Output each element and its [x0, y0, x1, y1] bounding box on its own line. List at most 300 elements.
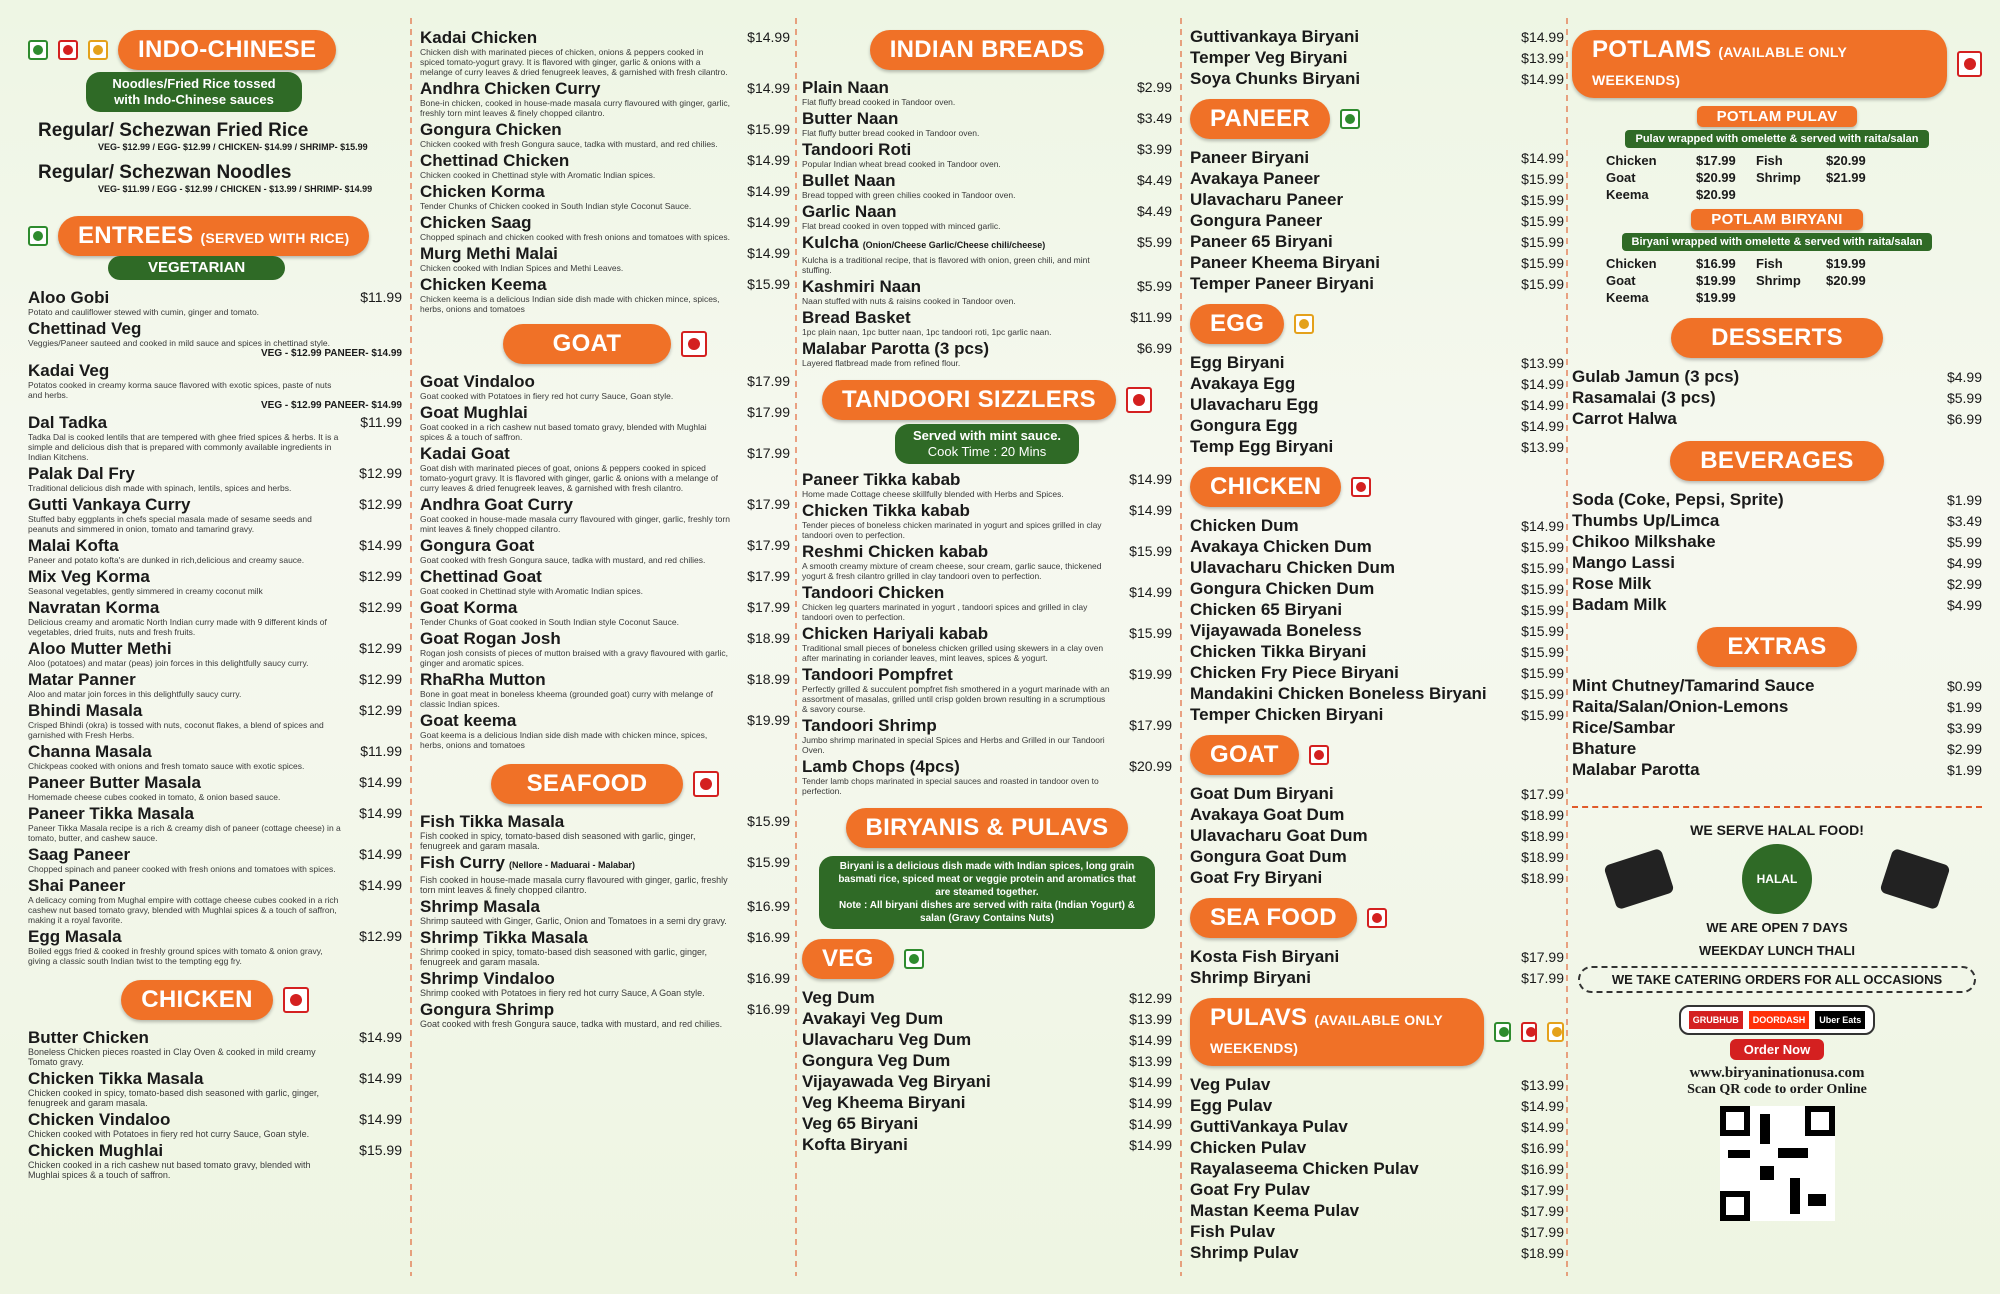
- potlam-row: [1606, 169, 1982, 186]
- item-name: [802, 277, 1172, 296]
- item-description: Chicken dish with marinated pieces of chicken, onions & peppers cooked in spiced tomato-yogurt gravy. It is flavored with ginger, garlic & onions with a melange of curry leaves & dried fenugreek leaves, & garnished with fresh cilantro.: [420, 47, 728, 77]
- menu-item: [28, 319, 402, 359]
- potlam-cell: Goat: [1606, 273, 1636, 288]
- item-price: $2.99: [1946, 741, 1982, 757]
- item-name: [802, 757, 1172, 776]
- item-name: [802, 140, 1172, 159]
- item-name-text: Kadai Goat: [420, 444, 510, 463]
- item-description: Tender lamb chops marinated in special sauces and roasted in tandoor oven to perfection.: [802, 776, 1099, 796]
- item-name: [802, 470, 1172, 489]
- indian-breads-heading: INDIAN BREADS: [870, 30, 1105, 70]
- menu-item: [1190, 1116, 1564, 1137]
- seafood-biryani-heading: SEA FOOD: [1190, 898, 1357, 938]
- menu-item: [28, 361, 402, 411]
- item-name-text: Goat Mughlai: [420, 403, 528, 422]
- item-name: Vijayawada Boneless: [1190, 621, 1362, 640]
- menu-item: [1190, 168, 1564, 189]
- item-name: [420, 812, 790, 831]
- item-name-text: Chettinad Goat: [420, 567, 542, 586]
- desserts-heading: DESSERTS: [1671, 318, 1883, 358]
- menu-item: [28, 773, 402, 802]
- ubereats-logo[interactable]: Uber Eats: [1815, 1011, 1865, 1029]
- veg-marker-icon: [1494, 1022, 1511, 1042]
- menu-item: [28, 804, 402, 843]
- menu-item: [1190, 394, 1564, 415]
- tandoori-note: Served with mint sauce. Cook Time : 20 Mins: [895, 424, 1079, 464]
- item-name-text: RhaRha Mutton: [420, 670, 546, 689]
- item-name-text: Saag Paneer: [28, 845, 131, 864]
- item-name: Egg Pulav: [1190, 1096, 1273, 1115]
- thali-image: [1603, 848, 1674, 910]
- item-price: $3.99: [1136, 141, 1172, 157]
- item-price: $12.99: [359, 465, 402, 481]
- item-description: Chicken leg quarters marinated in yogurt , tandoori spices and grilled in clay tandoori oven to perfection.: [802, 602, 1088, 622]
- item-name-text: Paneer Tikka Masala: [28, 804, 195, 823]
- website-link[interactable]: www.biryaninationusa.com: [1689, 1065, 1865, 1081]
- item-name: Chicken Pulav: [1190, 1138, 1307, 1157]
- item-price: $17.99: [747, 373, 790, 389]
- item-name: Thumbs Up/Limca: [1572, 511, 1720, 530]
- menu-item: [1190, 231, 1564, 252]
- item-price: $3.49: [1946, 513, 1982, 529]
- item-name-text: Chicken Hariyali kabab: [802, 624, 989, 643]
- item-description: Aloo (potatoes) and matar (peas) join forces in this delightfully saucy curry.: [28, 658, 309, 668]
- item-name: Avakayi Veg Dum: [802, 1009, 944, 1028]
- item-name: [28, 845, 402, 864]
- item-description: Kulcha is a traditional recipe, that is flavored with onion, green chili, and mint stuffing.: [802, 255, 1090, 275]
- menu-item: [28, 639, 402, 668]
- item-price: $12.99: [359, 702, 402, 718]
- item-name: [420, 79, 790, 98]
- menu-item: [802, 542, 1172, 581]
- item-price: $11.99: [360, 743, 402, 759]
- item-name: Rice/Sambar: [1572, 718, 1675, 737]
- item-name: Gongura Veg Dum: [802, 1051, 951, 1070]
- item-name: [420, 598, 790, 617]
- item-price: $12.99: [1129, 990, 1172, 1006]
- menu-item: [1190, 1221, 1564, 1242]
- item-price: $15.99: [747, 276, 790, 292]
- item-name-text: Malabar Parotta (3 pcs): [802, 339, 990, 358]
- item-description: A delicacy coming from Mughal empire with cottage cheese cubes cooked in a rich cashew nut based tomato gravy, blended with Mughlai spices & a touch of saffron, making it a royal favorite.: [28, 895, 339, 925]
- item-name: [420, 275, 790, 294]
- item-price: $14.99: [747, 152, 790, 168]
- item-price: $3.49: [1136, 110, 1172, 126]
- item-price: $2.99: [1946, 576, 1982, 592]
- item-name-text: Gongura Chicken: [420, 120, 562, 139]
- entrees-heading: ENTREES (SERVED WITH RICE): [58, 216, 369, 256]
- item-name: Fish Pulav: [1190, 1222, 1276, 1241]
- delivery-partners: [1679, 1005, 1876, 1035]
- item-name: Regular/ Schezwan Fried Rice: [38, 120, 309, 141]
- menu-item: [1190, 273, 1564, 294]
- menu-item: [28, 927, 402, 966]
- item-name-text: Chicken Keema: [420, 275, 547, 294]
- item-description: Paneer and potato kofta's are dunked in rich,delicious and creamy sauce.: [28, 555, 305, 565]
- menu-item: [1572, 759, 1982, 780]
- menu-item: [1572, 696, 1982, 717]
- tandoori-sizzlers-heading: TANDOORI SIZZLERS: [822, 380, 1116, 420]
- item-name: [28, 639, 402, 658]
- item-description: Homemade cheese cubes cooked in tomato, & onion based sauce.: [28, 792, 281, 802]
- item-name-text: Gongura Goat: [420, 536, 535, 555]
- item-price: $14.99: [1129, 471, 1172, 487]
- item-price: $12.99: [359, 496, 402, 512]
- item-name: [28, 1069, 402, 1088]
- item-price: $15.99: [1521, 192, 1564, 208]
- item-price: $13.99: [1129, 1011, 1172, 1027]
- menu-item: [420, 79, 790, 118]
- item-price: $16.99: [1521, 1140, 1564, 1156]
- potlam-cell: Keema: [1606, 290, 1649, 305]
- menu-item: [802, 1113, 1172, 1134]
- item-name: Gongura Goat Dum: [1190, 847, 1347, 866]
- menu-item: [28, 1069, 402, 1108]
- item-name-text: Butter Chicken: [28, 1028, 149, 1047]
- item-name: [28, 670, 402, 689]
- item-name: [802, 583, 1172, 602]
- menu-item: [802, 987, 1172, 1008]
- item-description: Goat keema is a delicious Indian side dish made with chicken mince, spices, herbs, onions and tomatoes: [420, 730, 708, 750]
- menu-item: [420, 372, 790, 401]
- item-price: $13.99: [1129, 1053, 1172, 1069]
- item-price: $17.99: [1521, 1182, 1564, 1198]
- item-name-text: Fish Tikka Masala: [420, 812, 565, 831]
- nonveg-marker-icon: [1351, 477, 1371, 497]
- item-price: $12.99: [359, 671, 402, 687]
- thali-image: [1880, 848, 1951, 910]
- item-name-text: Kadai Chicken: [420, 28, 538, 47]
- item-description: Rogan josh consists of pieces of mutton braised with a gravy flavoured with garlic, ginger and aromatic spices.: [420, 648, 729, 668]
- column-2: [420, 18, 790, 1286]
- menu-item: [420, 244, 790, 273]
- item-price: $18.99: [1521, 849, 1564, 865]
- item-name: [28, 742, 402, 761]
- item-description: Flat bread cooked in oven topped with minced garlic.: [802, 221, 1001, 231]
- menu-item: [28, 536, 402, 565]
- item-price: $15.99: [1521, 255, 1564, 271]
- doordash-logo[interactable]: DOORDASH: [1749, 1011, 1810, 1029]
- item-name: Chikoo Milkshake: [1572, 532, 1716, 551]
- catering-text: WE TAKE CATERING ORDERS FOR ALL OCCASIONS: [1578, 966, 1976, 993]
- grubhub-logo[interactable]: GRUBHUB: [1689, 1011, 1743, 1029]
- item-price: $5.99: [1946, 534, 1982, 550]
- item-name: Paneer Kheema Biryani: [1190, 253, 1380, 272]
- item-name-text: Chicken Tikka Masala: [28, 1069, 204, 1088]
- item-name: [28, 567, 402, 586]
- item-name: [28, 876, 402, 895]
- item-price: $16.99: [747, 1001, 790, 1017]
- item-price: $14.99: [359, 774, 402, 790]
- item-name-text: Palak Dal Fry: [28, 464, 135, 483]
- item-name-text: Murg Methi Malai: [420, 244, 558, 263]
- lunch-thali-text: WEEKDAY LUNCH THALI: [1698, 943, 1855, 958]
- menu-item: [420, 812, 790, 851]
- item-name: Temper Paneer Biryani: [1190, 274, 1374, 293]
- potlam-pulav-note: Pulav wrapped with omelette & served with raita/salan: [1625, 130, 1928, 148]
- item-name: Paneer Biryani: [1190, 148, 1310, 167]
- menu-item: [420, 598, 790, 627]
- menu-item: [1190, 704, 1564, 725]
- menu-item: [1190, 867, 1564, 888]
- item-name-text: Chicken Saag: [420, 213, 532, 232]
- item-name-text: Chicken Tikka kabab: [802, 501, 970, 520]
- item-name: Mint Chutney/Tamarind Sauce: [1572, 676, 1815, 695]
- item-description: Goat cooked in house-made masala curry flavoured with ginger, garlic, freshly torn mint leaves & finely chopped cilantro.: [420, 514, 730, 534]
- item-price-options: VEG- $11.99 / EGG - $12.99 / CHICKEN - $13.99 / SHRIMP- $14.99: [98, 184, 373, 194]
- menu-item: [1572, 594, 1982, 615]
- column-5: [1572, 18, 1982, 1286]
- potlam-cell: [1826, 289, 1886, 306]
- item-description: Shrimp cooked with Potatoes in fiery red hot curry Sauce, A Goan style.: [420, 988, 705, 998]
- potlam-cell: $21.99: [1826, 170, 1866, 185]
- menu-item: [802, 1008, 1172, 1029]
- menu-item: [1572, 489, 1982, 510]
- item-name-text: Paneer Butter Masala: [28, 773, 201, 792]
- item-price: $17.99: [747, 404, 790, 420]
- item-price: $18.99: [1521, 1245, 1564, 1261]
- nonveg-marker-icon: [1309, 745, 1329, 765]
- item-name: [802, 624, 1172, 643]
- item-price: $18.99: [747, 630, 790, 646]
- nonveg-marker-icon: [1367, 908, 1387, 928]
- item-price: $4.99: [1946, 555, 1982, 571]
- item-name: [28, 1110, 402, 1129]
- item-price: $15.99: [1521, 623, 1564, 639]
- item-description: Shrimp cooked in spicy, tomato-based dish seasoned with garlic, ginger, fenugreek and garam masala.: [420, 947, 707, 967]
- item-description: Goat cooked in Chettinad style with Aromatic Indian spices.: [420, 586, 644, 596]
- item-price: $5.99: [1136, 234, 1172, 250]
- biryani-note: Biryani is a delicious dish made with Indian spices, long grain basmati rice, spiced meat or veggie protein and aromatics that are steamed together. Note : All biryani dishes are served with raita (Indian Yogurt) & salan (Gravy Contains Nuts): [819, 856, 1155, 929]
- menu-item: [1190, 47, 1564, 68]
- menu-item: [1190, 1158, 1564, 1179]
- item-name: Avakaya Egg: [1190, 374, 1296, 393]
- item-description: Veggies/Paneer sauteed and cooked in mild sauce and spices in chettinad style.: [28, 338, 330, 348]
- potlam-cell: $20.99: [1826, 273, 1866, 288]
- item-name-text: Tandoori Chicken: [802, 583, 945, 602]
- item-name-text: Goat keema: [420, 711, 517, 730]
- item-description: Perfectly grilled & succulent pompfret fish smothered in a yogurt marinade with an assortment of masalas, grilled until crisp golden brown resulting in a scrumptious & savory course.: [802, 684, 1110, 714]
- order-now-button[interactable]: Order Now: [1730, 1039, 1824, 1060]
- menu-item: [1190, 26, 1564, 47]
- menu-item: [420, 151, 790, 180]
- item-name: [802, 78, 1172, 97]
- item-price: $15.99: [1521, 234, 1564, 250]
- item-name: Shrimp Pulav: [1190, 1243, 1299, 1262]
- qr-code[interactable]: [1720, 1106, 1835, 1221]
- veg-marker-icon: [1340, 109, 1360, 129]
- chicken-heading: CHICKEN: [121, 980, 272, 1020]
- item-price: $13.99: [1521, 355, 1564, 371]
- item-name: [802, 716, 1172, 735]
- item-price: $14.99: [747, 29, 790, 45]
- menu-item: [1572, 510, 1982, 531]
- menu-item: [1190, 946, 1564, 967]
- menu-item: [1190, 557, 1564, 578]
- item-name: Mandakini Chicken Boneless Biryani: [1190, 684, 1487, 703]
- menu-item: [802, 339, 1172, 368]
- menu-item: [802, 583, 1172, 622]
- menu-item: [802, 233, 1172, 275]
- menu-item: [1572, 738, 1982, 759]
- item-name: Goat Fry Biryani: [1190, 868, 1323, 887]
- item-price: $14.99: [1521, 376, 1564, 392]
- item-description: Crisped Bhindi (okra) is tossed with nuts, coconut flakes, a blend of spices and garnished with Fresh Herbs.: [28, 720, 324, 740]
- item-name-text: Bhindi Masala: [28, 701, 143, 720]
- item-name: [420, 897, 790, 916]
- item-price: $14.99: [1129, 1137, 1172, 1153]
- veg-marker-icon: [28, 40, 48, 60]
- item-price: $17.99: [1521, 786, 1564, 802]
- item-price: $2.99: [1136, 79, 1172, 95]
- item-description: Fish cooked in house-made masala curry flavoured with ginger, garlic, freshly torn mint leaves & finely chopped cilantro.: [420, 875, 728, 895]
- potlam-row: [1606, 289, 1982, 306]
- item-description: Flat fluffy bread cooked in Tandoor oven.: [802, 97, 956, 107]
- menu-item: [1572, 675, 1982, 696]
- item-price: $14.99: [1129, 502, 1172, 518]
- item-name: Chicken Tikka Biryani: [1190, 642, 1367, 661]
- item-price: $14.99: [1521, 397, 1564, 413]
- menu-item: [802, 78, 1172, 107]
- item-name: Soda (Coke, Pepsi, Sprite): [1572, 490, 1784, 509]
- column-divider: [410, 18, 412, 1276]
- menu-item: [28, 742, 402, 771]
- item-name-text: Mix Veg Korma: [28, 567, 150, 586]
- item-price: $6.99: [1136, 340, 1172, 356]
- item-name: [420, 28, 790, 47]
- potlam-cell: $19.99: [1826, 256, 1866, 271]
- menu-item: [420, 120, 790, 149]
- item-description: Paneer Tikka Masala recipe is a rich & creamy dish of paneer (cottage cheese) in a tomato, butter, and cashew sauce.: [28, 823, 341, 843]
- item-name-text: Matar Panner: [28, 670, 136, 689]
- item-name-text: Goat Vindaloo: [420, 372, 535, 391]
- item-name: [802, 542, 1172, 561]
- item-price: $18.99: [1521, 807, 1564, 823]
- item-name-text: Bullet Naan: [802, 171, 896, 190]
- item-price: $16.99: [747, 898, 790, 914]
- item-name: [28, 804, 402, 823]
- item-name: Avakaya Paneer: [1190, 169, 1320, 188]
- menu-item: [420, 444, 790, 493]
- menu-item: [802, 665, 1172, 714]
- nonveg-marker-icon: [1126, 387, 1152, 413]
- menu-item: [1572, 408, 1982, 429]
- item-price: $14.99: [1129, 584, 1172, 600]
- nonveg-marker-icon: [283, 987, 309, 1013]
- item-price: $15.99: [1521, 665, 1564, 681]
- item-price: $14.99: [1129, 1095, 1172, 1111]
- menu-item: [1190, 210, 1564, 231]
- menu-item: [28, 567, 402, 596]
- item-name: Gulab Jamun (3 pcs): [1572, 367, 1740, 386]
- item-name-text: Chicken Mughlai: [28, 1141, 164, 1160]
- potlam-row: [1606, 152, 1982, 169]
- item-description: Goat cooked with Potatoes in fiery red hot curry Sauce, Goan style.: [420, 391, 674, 401]
- potlam-biryani-heading: POTLAM BIRYANI: [1691, 209, 1862, 230]
- menu-item: [420, 567, 790, 596]
- item-price: $19.99: [747, 712, 790, 728]
- item-name: Ulavacharu Paneer: [1190, 190, 1344, 209]
- potlam-cell: $16.99: [1696, 256, 1736, 271]
- item-description: Shrimp sauteed with Ginger, Garlic, Onion and Tomatoes in a semi dry gravy.: [420, 916, 727, 926]
- item-name-text: Aloo Gobi: [28, 288, 110, 307]
- item-name: [28, 361, 402, 380]
- menu-item: [802, 1134, 1172, 1155]
- item-name-text: Bread Basket: [802, 308, 911, 327]
- item-name: [28, 288, 402, 307]
- potlam-biryani-note: Biryani wrapped with omelette & served with raita/salan: [1622, 233, 1933, 251]
- item-name-text: Gongura Shrimp: [420, 1000, 555, 1019]
- item-description: Tadka Dal is cooked lentils that are tempered with ghee fried spices & herbs. It is a simple and delicious dish that is prepared with commonly available ingredients in Indian Kitchens.: [28, 432, 339, 462]
- item-price: $15.99: [747, 813, 790, 829]
- menu-item: [1190, 436, 1564, 457]
- item-price: $14.99: [359, 1070, 402, 1086]
- item-price: $14.99: [359, 805, 402, 821]
- item-name-text: Kadai Veg: [28, 361, 110, 380]
- item-description: Delicious creamy and aromatic North Indian curry made with 9 different kinds of vegetables, dried fruits, nuts and fresh fruits.: [28, 617, 327, 637]
- item-price-options: VEG- $12.99 / EGG- $12.99 / CHICKEN- $14.99 / SHRIMP- $15.99: [98, 142, 368, 152]
- item-name: Mango Lassi: [1572, 553, 1675, 572]
- menu-item: [802, 470, 1172, 499]
- menu-item: [1190, 641, 1564, 662]
- item-name: [420, 536, 790, 555]
- halal-text: WE SERVE HALAL FOOD!: [1690, 822, 1864, 838]
- item-description: Chickpeas cooked with onions and fresh tomato sauce with exotic spices.: [28, 761, 305, 771]
- item-description: A smooth creamy mixture of cream cheese, sour cream, garlic sauce, thickened yogurt & fresh cilantro grilled in clay tandoori oven to perfection.: [802, 561, 1102, 581]
- item-description: Chicken cooked in a rich cashew nut based tomato gravy, blended with Mughlai spices & a touch of saffron.: [28, 1160, 311, 1180]
- menu-item: [420, 403, 790, 442]
- item-price: $15.99: [747, 121, 790, 137]
- item-name-text: Plain Naan: [802, 78, 889, 97]
- menu-item: [1190, 515, 1564, 536]
- item-name: [802, 171, 1172, 190]
- potlam-cell: Chicken: [1606, 256, 1657, 271]
- item-price: $12.99: [359, 568, 402, 584]
- item-name-text: Tandoori Shrimp: [802, 716, 937, 735]
- paneer-heading: PANEER: [1190, 99, 1330, 139]
- item-price: $15.99: [1521, 560, 1564, 576]
- item-price: $17.99: [747, 568, 790, 584]
- item-price: $14.99: [359, 877, 402, 893]
- menu-item: [1572, 573, 1982, 594]
- menu-item: [28, 1028, 402, 1067]
- item-price: $11.99: [360, 289, 402, 305]
- item-name: [28, 1141, 402, 1160]
- item-name: [802, 339, 1172, 358]
- item-name: Avakaya Goat Dum: [1190, 805, 1345, 824]
- item-price: $17.99: [1521, 949, 1564, 965]
- veg-marker-icon: [904, 949, 924, 969]
- item-name: [420, 969, 790, 988]
- item-name: [420, 120, 790, 139]
- item-description: Stuffed baby eggplants in chefs special masala made of sesame seeds and peanuts and simmered in onion, tomato and tamarind gravy.: [28, 514, 312, 534]
- item-name: GuttiVankaya Pulav: [1190, 1117, 1348, 1136]
- column-4: [1190, 18, 1564, 1286]
- item-name: [28, 536, 402, 555]
- menu-item: [28, 288, 402, 317]
- menu-item: [1190, 599, 1564, 620]
- item-name: Veg 65 Biryani: [802, 1114, 919, 1133]
- potlam-cell: $17.99: [1696, 153, 1736, 168]
- item-name-text: Butter Naan: [802, 109, 899, 128]
- item-price: $16.99: [747, 970, 790, 986]
- item-name-text: Navratan Korma: [28, 598, 160, 617]
- item-name: [28, 319, 402, 338]
- item-price: $15.99: [1521, 686, 1564, 702]
- item-name-text: Fish Curry: [420, 853, 506, 872]
- item-description: Chicken keema is a delicious Indian side dish made with chicken mince, spices, herbs, onions and tomatoes: [420, 294, 720, 314]
- item-name-text: Channa Masala: [28, 742, 152, 761]
